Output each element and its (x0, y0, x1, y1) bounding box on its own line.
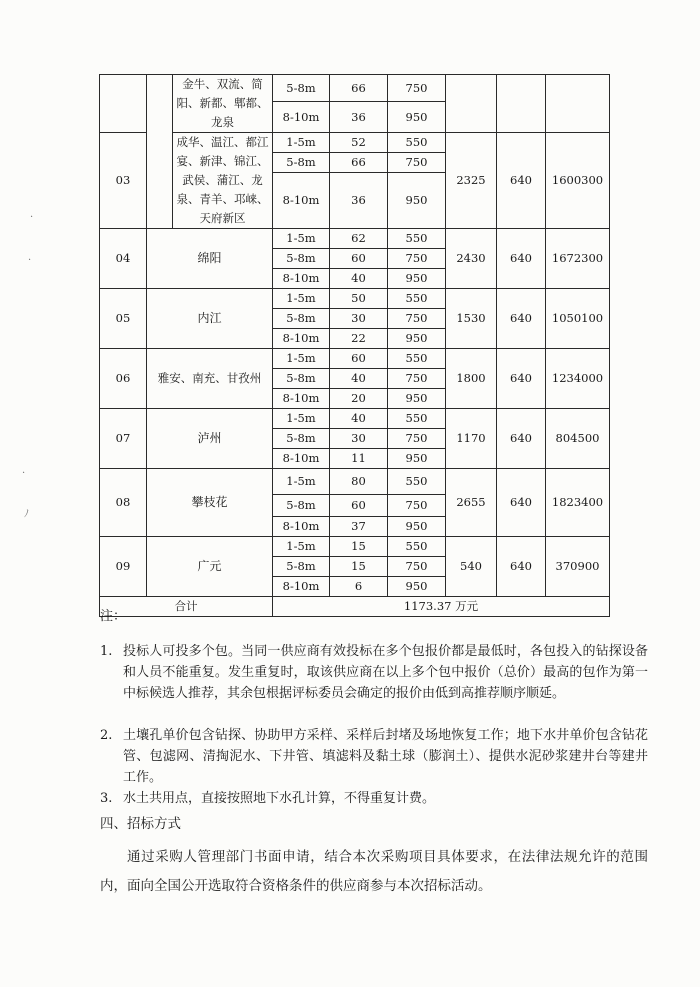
depth-cell: 8-10m (273, 577, 330, 597)
code-cell (100, 75, 147, 133)
scan-mark: ﾉ (24, 509, 29, 520)
region-cell: 广元 (147, 537, 273, 597)
price-cell: 750 (388, 369, 446, 389)
unit-price-cell (497, 75, 546, 133)
scan-mark: · (28, 255, 32, 266)
unit-price-cell: 640 (497, 289, 546, 349)
unit-price-cell: 640 (497, 349, 546, 409)
package-code: 06 (100, 349, 147, 409)
depth-cell: 5-8m (273, 309, 330, 329)
price-cell: 550 (388, 133, 446, 153)
depth-cell: 5-8m (273, 495, 330, 517)
price-cell: 750 (388, 153, 446, 173)
count-cell: 30 (330, 429, 388, 449)
note-item (100, 788, 648, 809)
depth-cell: 1-5m (273, 289, 330, 309)
count-cell: 40 (330, 369, 388, 389)
total-holes-cell: 2655 (446, 469, 497, 537)
depth-cell: 1-5m (273, 409, 330, 429)
package-code: 04 (100, 229, 147, 289)
count-cell: 15 (330, 537, 388, 557)
region-cell: 金牛、双流、简阳、新都、郫都、龙泉 (173, 75, 273, 133)
price-cell: 950 (388, 269, 446, 289)
depth-cell: 5-8m (273, 153, 330, 173)
procurement-table (99, 74, 610, 617)
region-cell: 内江 (147, 289, 273, 349)
price-cell: 950 (388, 389, 446, 409)
price-cell: 550 (388, 349, 446, 369)
total-holes-cell: 1530 (446, 289, 497, 349)
depth-cell: 1-5m (273, 469, 330, 495)
count-cell: 36 (330, 102, 388, 133)
unit-price-cell: 640 (497, 537, 546, 597)
price-cell: 950 (388, 577, 446, 597)
depth-cell: 5-8m (273, 557, 330, 577)
depth-cell: 8-10m (273, 389, 330, 409)
spacer-cell (147, 75, 173, 229)
unit-price-cell: 640 (497, 469, 546, 537)
count-cell: 60 (330, 495, 388, 517)
total-holes-cell: 1170 (446, 409, 497, 469)
count-cell: 40 (330, 409, 388, 429)
amount-cell: 804500 (546, 409, 610, 469)
note-text: 水土共用点，直接按照地下水孔计算，不得重复计费。 (123, 791, 436, 806)
region-cell: 成华、温江、都江宴、新津、锦江、武侯、蒲江、龙泉、青羊、邛崃、天府新区 (173, 133, 273, 229)
count-cell: 36 (330, 173, 388, 229)
package-code: 09 (100, 537, 147, 597)
count-cell: 20 (330, 389, 388, 409)
price-cell: 550 (388, 469, 446, 495)
count-cell: 11 (330, 449, 388, 469)
depth-cell: 8-10m (273, 517, 330, 537)
depth-cell: 8-10m (273, 173, 330, 229)
amount-cell: 1823400 (546, 469, 610, 537)
amount-cell: 370900 (546, 537, 610, 597)
count-cell: 30 (330, 309, 388, 329)
price-cell: 750 (388, 557, 446, 577)
region-cell: 攀枝花 (147, 469, 273, 537)
body-paragraph: 通过采购人管理部门书面申请，结合本次采购项目具体要求，在法律法规允许的范围内，面向全国公开选取符合资格条件的供应商参与本次招标活动。 (100, 849, 648, 894)
amount-cell: 1600300 (546, 133, 610, 229)
total-value: 1173.37 万元 (273, 597, 610, 617)
price-cell: 750 (388, 75, 446, 102)
count-cell: 60 (330, 249, 388, 269)
price-cell: 550 (388, 409, 446, 429)
scan-mark: · (22, 468, 26, 479)
count-cell: 52 (330, 133, 388, 153)
note-item (100, 725, 648, 788)
note-text: 土壤孔单价包含钻探、协助甲方采样、采样后封堵及场地恢复工作；地下水井单价包含钻花管、包滤网、清掏泥水、下井管、填滤料及黏土球（膨润土）、提供水泥砂浆建井台等建井工作。 (123, 728, 648, 785)
count-cell: 80 (330, 469, 388, 495)
depth-cell: 1-5m (273, 133, 330, 153)
depth-cell: 1-5m (273, 537, 330, 557)
depth-cell: 5-8m (273, 369, 330, 389)
region-cell: 雅安、南充、甘孜州 (147, 349, 273, 409)
note-item (100, 641, 648, 704)
price-cell: 750 (388, 429, 446, 449)
count-cell: 50 (330, 289, 388, 309)
note-number: 3. (100, 791, 113, 806)
price-cell: 550 (388, 289, 446, 309)
note-number: 2. (100, 728, 113, 743)
region-cell: 泸州 (147, 409, 273, 469)
package-code: 05 (100, 289, 147, 349)
package-code: 07 (100, 409, 147, 469)
depth-cell: 5-8m (273, 429, 330, 449)
price-cell: 950 (388, 329, 446, 349)
depth-cell: 8-10m (273, 449, 330, 469)
price-cell: 750 (388, 249, 446, 269)
unit-price-cell: 640 (497, 229, 546, 289)
price-cell: 950 (388, 173, 446, 229)
package-code: 08 (100, 469, 147, 537)
depth-cell: 5-8m (273, 249, 330, 269)
scan-mark: · (30, 212, 34, 223)
total-holes-cell: 540 (446, 537, 497, 597)
price-cell: 950 (388, 449, 446, 469)
depth-cell: 5-8m (273, 75, 330, 102)
total-holes-cell: 2325 (446, 133, 497, 229)
count-cell: 66 (330, 153, 388, 173)
note-number: 1. (100, 644, 113, 659)
count-cell: 60 (330, 349, 388, 369)
total-holes-cell: 2430 (446, 229, 497, 289)
depth-cell: 8-10m (273, 102, 330, 133)
total-holes-cell (446, 75, 497, 133)
count-cell: 22 (330, 329, 388, 349)
price-cell: 950 (388, 102, 446, 133)
region-cell: 绵阳 (147, 229, 273, 289)
amount-cell: 1672300 (546, 229, 610, 289)
price-cell: 550 (388, 229, 446, 249)
total-label: 合计 (100, 597, 273, 617)
amount-cell: 1234000 (546, 349, 610, 409)
total-holes-cell: 1800 (446, 349, 497, 409)
unit-price-cell: 640 (497, 133, 546, 229)
depth-cell: 8-10m (273, 329, 330, 349)
price-cell: 750 (388, 309, 446, 329)
price-cell: 750 (388, 495, 446, 517)
count-cell: 15 (330, 557, 388, 577)
notes-label: 注： (100, 609, 127, 624)
amount-cell (546, 75, 610, 133)
package-code: 03 (100, 133, 147, 229)
depth-cell: 1-5m (273, 349, 330, 369)
amount-cell: 1050100 (546, 289, 610, 349)
unit-price-cell: 640 (497, 409, 546, 469)
count-cell: 40 (330, 269, 388, 289)
count-cell: 6 (330, 577, 388, 597)
price-cell: 550 (388, 537, 446, 557)
depth-cell: 8-10m (273, 269, 330, 289)
count-cell: 37 (330, 517, 388, 537)
price-cell: 950 (388, 517, 446, 537)
count-cell: 66 (330, 75, 388, 102)
depth-cell: 1-5m (273, 229, 330, 249)
section-heading: 四、招标方式 (100, 816, 181, 832)
count-cell: 62 (330, 229, 388, 249)
note-text: 投标人可投多个包。当同一供应商有效投标在多个包报价都是最低时，各包投入的钻探设备和人员不能重复。发生重复时，取该供应商在以上多个包中报价（总价）最高的包作为第一中标候选人推荐，其余包根据评标委员会确定的报价由低到高推荐顺序顺延。 (123, 644, 648, 701)
